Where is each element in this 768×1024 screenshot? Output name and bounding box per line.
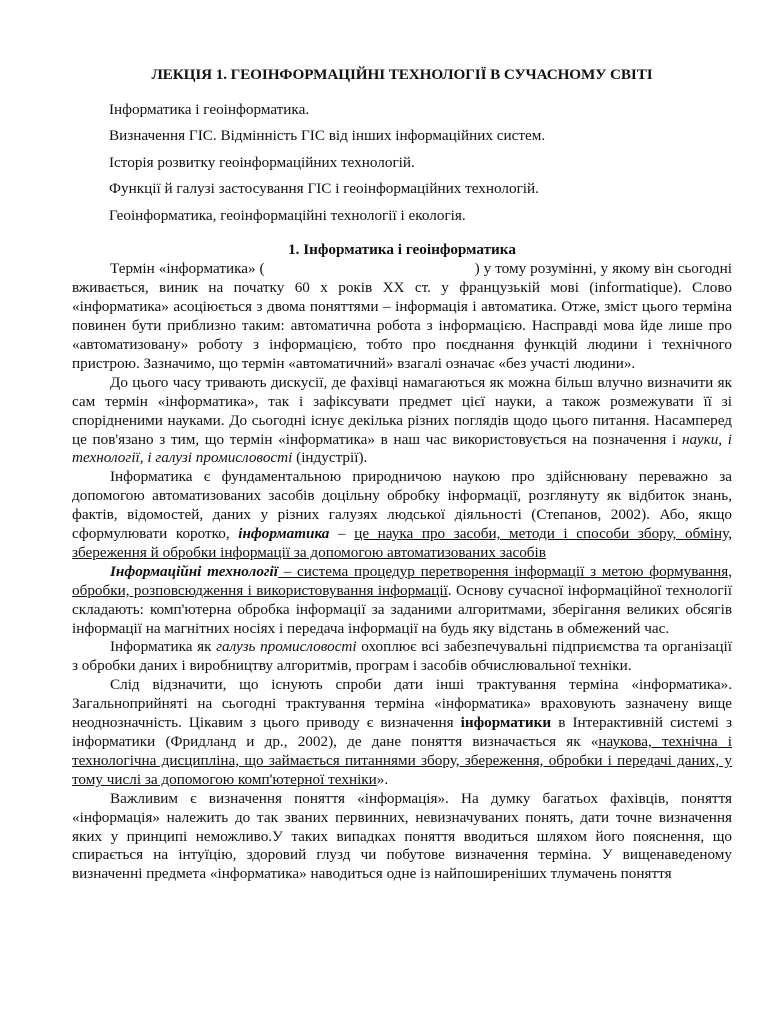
term-information-technologies: Інформаційні технології <box>110 562 278 580</box>
paragraph-4 <box>72 563 732 639</box>
outline-item: Функції й галузі застосування ГІС і геоінформаційних технологій. <box>109 180 539 198</box>
paragraph-text: Інформатика є фундаментальною природничою наукою про здійснювану переважно за допомогою автоматизованих засобів доцільну обробку інформації, розглянуту як відбиток знань, фактів, відомостей, даних у різних галузях людської діяльності (Степанов, 2002). Або, якщо сформулювати коротко, <box>72 468 732 543</box>
document-page <box>72 60 732 884</box>
italic-text: науки, і технології, і галузі промисловості <box>72 430 732 467</box>
paragraph-6 <box>72 676 732 789</box>
paragraph-3 <box>72 468 732 563</box>
paragraph-5 <box>72 638 732 676</box>
paragraph-text: Інформатика як <box>110 638 217 656</box>
outline-item: Визначення ГІС. Відмінність ГІС від інших інформаційних систем. <box>109 127 546 145</box>
paragraph-7: Важливим є визначення поняття «інформація». На думку багатьох фахівців, поняття «інформація» належить до так званих первинних, невизначуваних понять, дати точне визначення яких у принципі неможливо.У таких випадках поняття вводиться шляхом його пояснення, що спирається на інтуїцію, здоровий глузд чи побутове визначення терміна. У вищенаведеному визначенні предмета «інформатика» наводиться одне із найпоширеніших тлумачень поняття <box>72 789 732 883</box>
term-informatics: інформатика <box>238 525 330 543</box>
lecture-title: ЛЕКЦІЯ 1. ГЕОІНФОРМАЦІЙНІ ТЕХНОЛОГІЇ В СУЧАСНОМУ СВІТІ <box>151 66 653 83</box>
paragraph-text: в Інтерактивній системі з інформатики (Фридланд и др., 2002), де дане поняття визначається як « <box>72 714 732 750</box>
paragraph-text: . Основу сучасної інформаційної технології складають: комп'ютерна обробка інформації за заданими алгоритмами, зберігання великих обсягів інформації на магнітних носіях і передача інформації на будь яку відстань в обмежений час. <box>72 581 732 637</box>
paragraph-text: Термін «інформатика» ( <box>110 260 265 278</box>
lecture-outline <box>72 101 732 226</box>
bold-text: інформатики <box>460 714 552 732</box>
italic-text: галузь промисловості <box>216 638 357 656</box>
outline-item: Геоінформатика, геоінформаційні технології і екологія. <box>109 206 466 224</box>
underlined-definition: наукова, технічна і технологічна дисципліна, що займається питаннями збору, збереження, обробки і передачі даних, у тому числі за допомогою комп'ютерної техніки <box>72 733 732 788</box>
outline-item: Інформатика і геоінформатика. <box>109 100 310 118</box>
paragraph-text: (індустрії). <box>292 449 368 467</box>
underlined-definition: це наука про засоби, методи і способи збору, обміну, збереження й обробки інформації за допомогою автоматизованих засобів <box>72 525 733 561</box>
underlined-definition: – система процедур перетворення інформації з метою формування, обробки, розповсюдження і використовування інформації <box>72 562 733 599</box>
section-heading: 1. Інформатика і геоінформатика <box>288 241 516 259</box>
paragraph-2 <box>72 374 732 469</box>
outline-item: Історія розвитку геоінформаційних технологій. <box>109 153 415 171</box>
paragraph-text: ) у тому розумінні, у якому він сьогодні вживається, виник на початку 60 х років XX ст. у французькій мові (informatique). Слово «інформатика» асоціюється з двома поняттями – інформація і автоматика. Отже, зміст цього терміна повинен бути приблизно таким: автоматична робота з інформацією. Насправді мова йде лише про «автоматизовану» роботу з інформацією, тобто про поєднання функцій людини і технічного пристрою. Зазначимо, що термін «автоматичний» взагалі означає «без участі людини». <box>72 260 732 372</box>
paragraph-text: Слід відзначити, що існують спроби дати інші трактування терміна «інформатика». Загальноприйняті на сьогодні трактування терміна «інформатика» враховують зазначену вище неоднозначність. Цікавим з цього приводу є визначення <box>72 676 732 732</box>
paragraph-text: До цього часу тривають дискусії, де фахівці намагаються як можна більш влучно визначити як сам термін «інформатика», так і зафіксувати предмет цієї науки, а також розмежувати її зі спорідненими науками. До сьогодні існує декілька різних поглядів щодо цього питання. Насамперед це пов'язано з тим, що термін «інформатика» в наш час використовується на позначення і <box>72 373 732 448</box>
paragraph-text: – <box>329 525 355 543</box>
paragraph-1 <box>72 260 732 373</box>
paragraph-text: охоплює всі забезпечувальні підприємства та організації з обробки даних і виробництву алгоритмів, програм і засобів обчислювальної техніки. <box>72 638 732 675</box>
paragraph-text: ». <box>376 770 389 788</box>
